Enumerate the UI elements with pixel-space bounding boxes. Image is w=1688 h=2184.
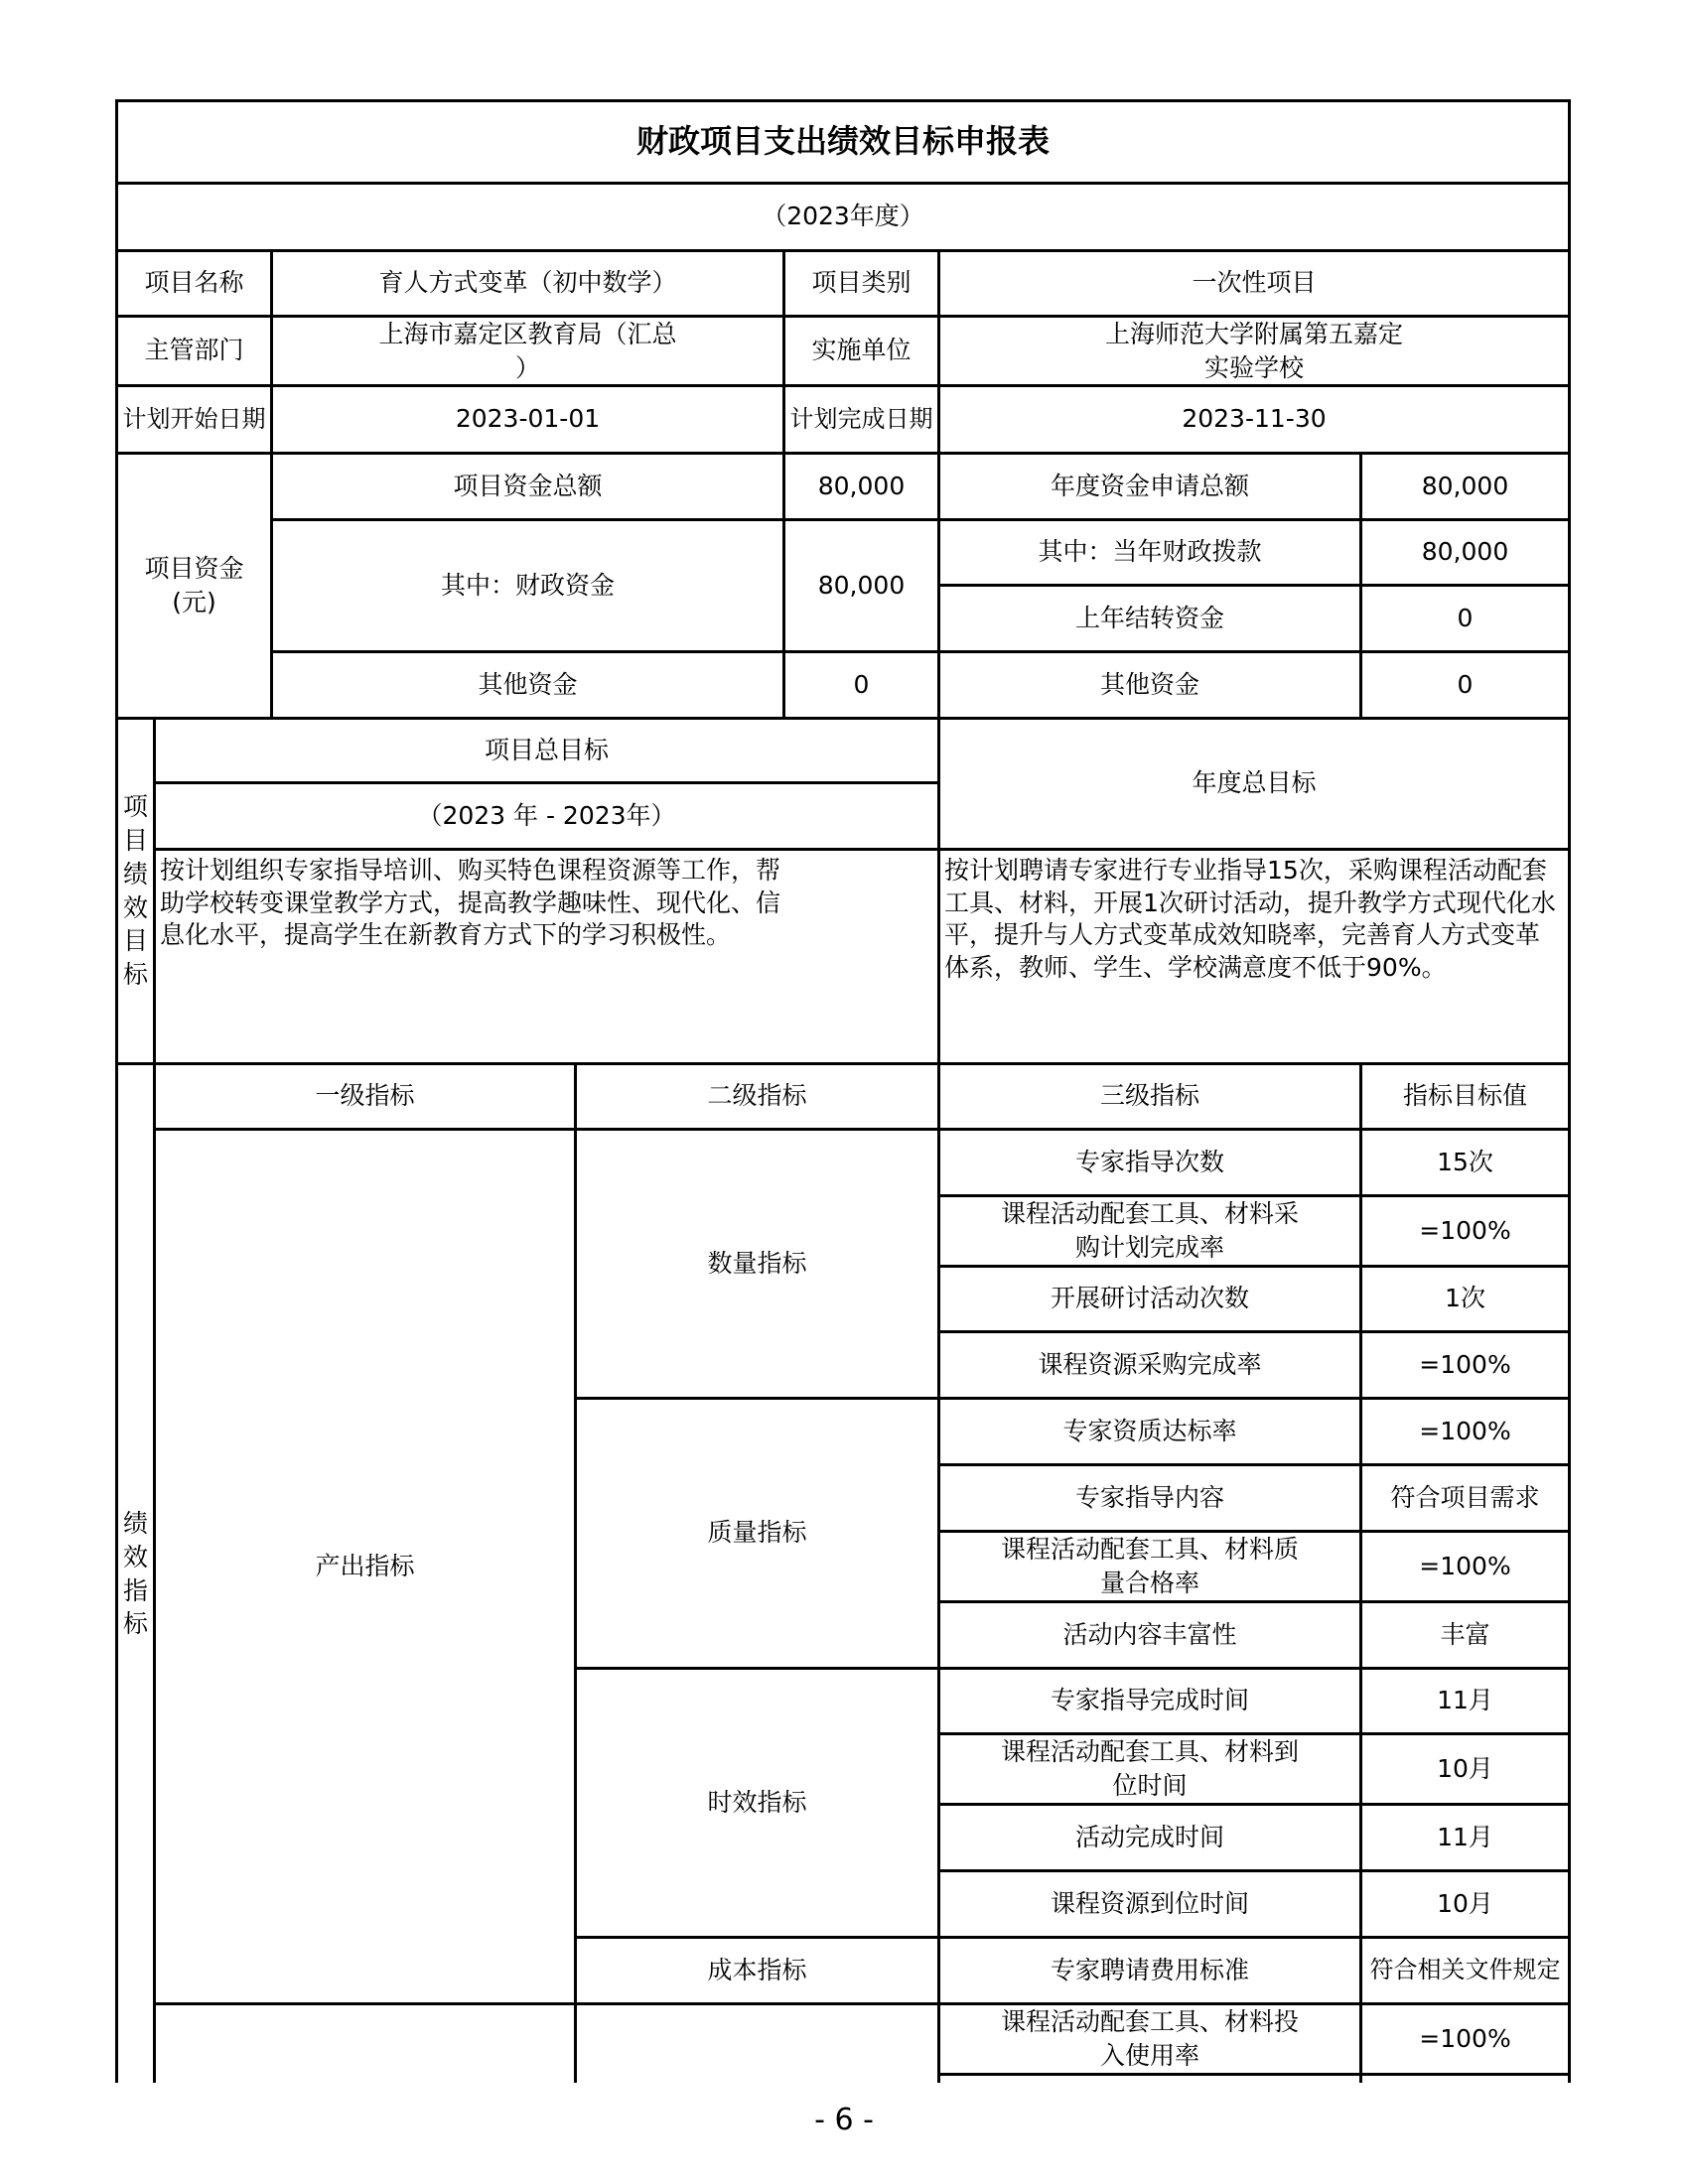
indicator-name: 专家指导完成时间 (1050, 1686, 1249, 1715)
page-number: - 6 - (814, 2103, 874, 2137)
indicator-name: 活动内容丰富性 (1062, 1619, 1237, 1649)
end-date-label: 计划完成日期 (789, 404, 933, 433)
indicator-name: 课程资源到位时间 (1050, 1888, 1249, 1918)
indicator-name: 活动完成时间 (1074, 1822, 1224, 1851)
funds-annual-value: 80,000 (1421, 471, 1509, 500)
project-name-label: 项目名称 (144, 268, 244, 298)
indicator-value: 符合项目需求 (1390, 1482, 1540, 1512)
indicator-name: 课程活动配套工具、材料投 入使用率 (1000, 2007, 1299, 2070)
unit-label: 实施单位 (811, 336, 912, 365)
header-target: 指标目标值 (1402, 1081, 1527, 1111)
header-level1: 一级指标 (315, 1081, 415, 1111)
goals-annual-label: 年度总目标 (1192, 768, 1317, 798)
group-time: 时效指标 (707, 1787, 807, 1817)
funds-current-value: 80,000 (1421, 537, 1509, 567)
funds-current-label: 其中：当年财政拨款 (1038, 537, 1262, 567)
goals-annual-text: 按计划聘请专家进行专业指导15次，采购课程活动配套工具、材料，开展1次研讨活动，提升教学方式现代化水平，提升与人方式变革成效知晓率，完善育人方式变革体系，教师、学生、学校满意度不低于90%。 (944, 856, 1556, 982)
funds-other-value: 0 (853, 669, 870, 699)
header-level3: 三级指标 (1099, 1081, 1199, 1111)
indicator-value: 10月 (1437, 1888, 1493, 1918)
group-cost: 成本指标 (707, 1955, 807, 1984)
dept-value: 上海市嘉定区教育局（汇总 ） (378, 319, 677, 382)
group-quantity: 数量指标 (707, 1248, 807, 1278)
indicator-value: 11月 (1437, 1686, 1493, 1715)
header-level2: 二级指标 (707, 1081, 807, 1111)
indicator-value: 11月 (1437, 1822, 1493, 1851)
fiscal-year: （2023年度） (762, 202, 924, 231)
indicator-value: =100% (1419, 1551, 1511, 1580)
funds-label: 项目资金 (元) (144, 554, 244, 616)
indicator-value: =100% (1419, 1416, 1511, 1445)
funds-carry-label: 上年结转资金 (1074, 603, 1224, 632)
indicator-value: =100% (1419, 2023, 1511, 2053)
funds-total-value: 80,000 (817, 471, 906, 500)
project-name-value: 育人方式变革（初中数学） (378, 268, 677, 298)
goals-total-text: 按计划组织专家指导培训、购买特色课程资源等工作，帮助学校转变课堂教学方式，提高教学趣味性、现代化、信息化水平，提高学生在新教育方式下的学习积极性。 (160, 856, 781, 949)
funds-total-label: 项目资金总额 (453, 471, 603, 500)
project-type-value: 一次性项目 (1192, 268, 1317, 298)
indicator-name: 专家资质达标率 (1062, 1416, 1237, 1445)
indicator-value: =100% (1419, 1349, 1511, 1379)
group-quality: 质量指标 (707, 1518, 807, 1548)
funds-fiscal-value: 80,000 (817, 570, 906, 600)
level1-output: 产出指标 (315, 1551, 415, 1580)
indicator-value: 10月 (1437, 1753, 1493, 1783)
indicator-value: 15次 (1437, 1147, 1493, 1176)
start-date-label: 计划开始日期 (122, 404, 266, 433)
goals-side-label: 项 目 绩 效 目 标 (122, 792, 148, 989)
goals-total-period: （2023 年 - 2023年） (417, 800, 676, 830)
funds-other2-label: 其他资金 (1099, 669, 1199, 699)
indicator-value: 1次 (1445, 1284, 1485, 1313)
indicator-name: 开展研讨活动次数 (1050, 1284, 1249, 1313)
indicator-value: 丰富 (1440, 1619, 1490, 1649)
page-title: 财政项目支出绩效目标申报表 (635, 122, 1050, 161)
funds-fiscal-label: 其中：财政资金 (440, 570, 615, 600)
funds-other2-value: 0 (1457, 669, 1474, 699)
indicator-name: 课程活动配套工具、材料采 购计划完成率 (1000, 1199, 1299, 1262)
end-date-value: 2023-11-30 (1182, 404, 1327, 434)
start-date-value: 2023-01-01 (455, 404, 601, 434)
indicator-name: 课程资源采购完成率 (1038, 1349, 1262, 1379)
indicator-name: 专家指导次数 (1074, 1147, 1224, 1176)
goals-total-label: 项目总目标 (484, 735, 609, 764)
funds-other-label: 其他资金 (478, 669, 578, 699)
indicator-value: 符合相关文件规定 (1369, 1956, 1561, 1984)
funds-annual-label: 年度资金申请总额 (1050, 471, 1249, 500)
indicator-name: 专家指导内容 (1074, 1482, 1224, 1512)
funds-carry-value: 0 (1457, 603, 1474, 632)
indicator-value: =100% (1419, 1215, 1511, 1245)
indicator-name: 专家聘请费用标准 (1050, 1955, 1249, 1984)
project-type-label: 项目类别 (811, 268, 912, 298)
indicators-side-label: 绩 效 指 标 (122, 1509, 148, 1639)
indicator-name: 课程活动配套工具、材料质 量合格率 (1000, 1535, 1299, 1597)
dept-label: 主管部门 (144, 336, 244, 365)
unit-value: 上海师范大学附属第五嘉定 实验学校 (1104, 319, 1403, 382)
indicator-name: 课程活动配套工具、材料到 位时间 (1000, 1737, 1299, 1800)
